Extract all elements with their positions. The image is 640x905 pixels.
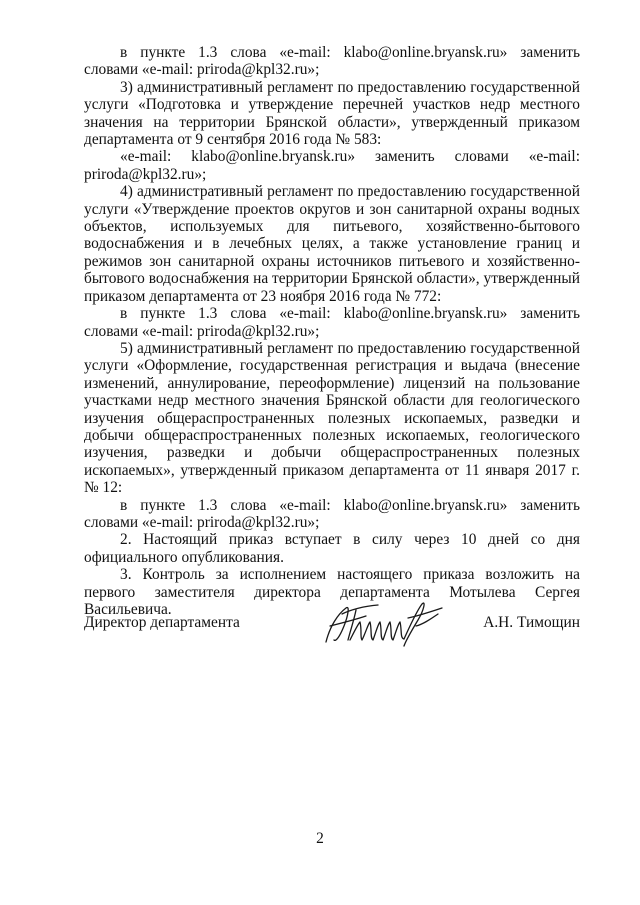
- signatory-title: Директор департамента: [84, 614, 240, 631]
- paragraph-clause-3: 3. Контроль за исполнением настоящего приказа возложить на первого заместителя директора департамента Мотылева Сергея Васильевича.: [84, 566, 580, 618]
- paragraph-item-3-email-change: «e-mail: klabo@online.bryansk.ru» заменить словами «e-mail: priroda@kpl32.ru»;: [84, 148, 580, 183]
- paragraph-item-3: 3) административный регламент по предоставлению государственной услуги «Подготовка и утверждение перечней участков недр местного значения на территории Брянской области», утвержденный приказом департамента от 9 сентября 2016 года № 583:: [84, 78, 580, 149]
- paragraph-item-4-email-change: в пункте 1.3 слова «e-mail: klabo@online.bryansk.ru» заменить словами «e-mail: priroda@kpl32.ru»;: [84, 305, 580, 340]
- paragraph-clause-2: 2. Настоящий приказ вступает в силу через 10 дней со дня официального опубликования.: [84, 531, 580, 566]
- document-body: [84, 44, 580, 618]
- handwritten-signature: [320, 596, 450, 652]
- paragraph-item-5: 5) административный регламент по предоставлению государственной услуги «Оформление, государственная регистрация и выдача (внесение изменений, аннулирование, переоформление) лицензий на пользование участками недр местного значения Брянской области для геологического изучения общераспространенных полезных ископаемых, разведки и добычи общераспространенных полезных ископаемых, геологического изучения, разведки и добычи общераспространенных полезных ископаемых», утвержденный приказом департамента от 11 января 2017 г. № 12:: [84, 339, 580, 497]
- paragraph-3-1-email-change: в пункте 1.3 слова «e-mail: klabo@online.bryansk.ru» заменить словами «e-mail: priroda@kpl32.ru»;: [84, 44, 580, 79]
- page-number: 2: [316, 830, 324, 847]
- signature-block: [84, 596, 580, 656]
- paragraph-item-4: 4) административный регламент по предоставлению государственной услуги «Утверждение проектов округов и зон санитарной охраны водных объектов, используемых для питьевого, хозяйственно-бытового водоснабжения и в лечебных целях, а также установление границ и режимов зон санитарной охраны источников питьевого и хозяйственно-бытового водоснабжения на территории Брянской области», утвержденный приказом департамента от 23 ноября 2016 года № 772:: [84, 183, 580, 305]
- paragraph-item-5-email-change: в пункте 1.3 слова «e-mail: klabo@online.bryansk.ru» заменить словами «e-mail: priroda@kpl32.ru»;: [84, 496, 580, 531]
- signatory-name: А.Н. Тимощин: [483, 614, 580, 631]
